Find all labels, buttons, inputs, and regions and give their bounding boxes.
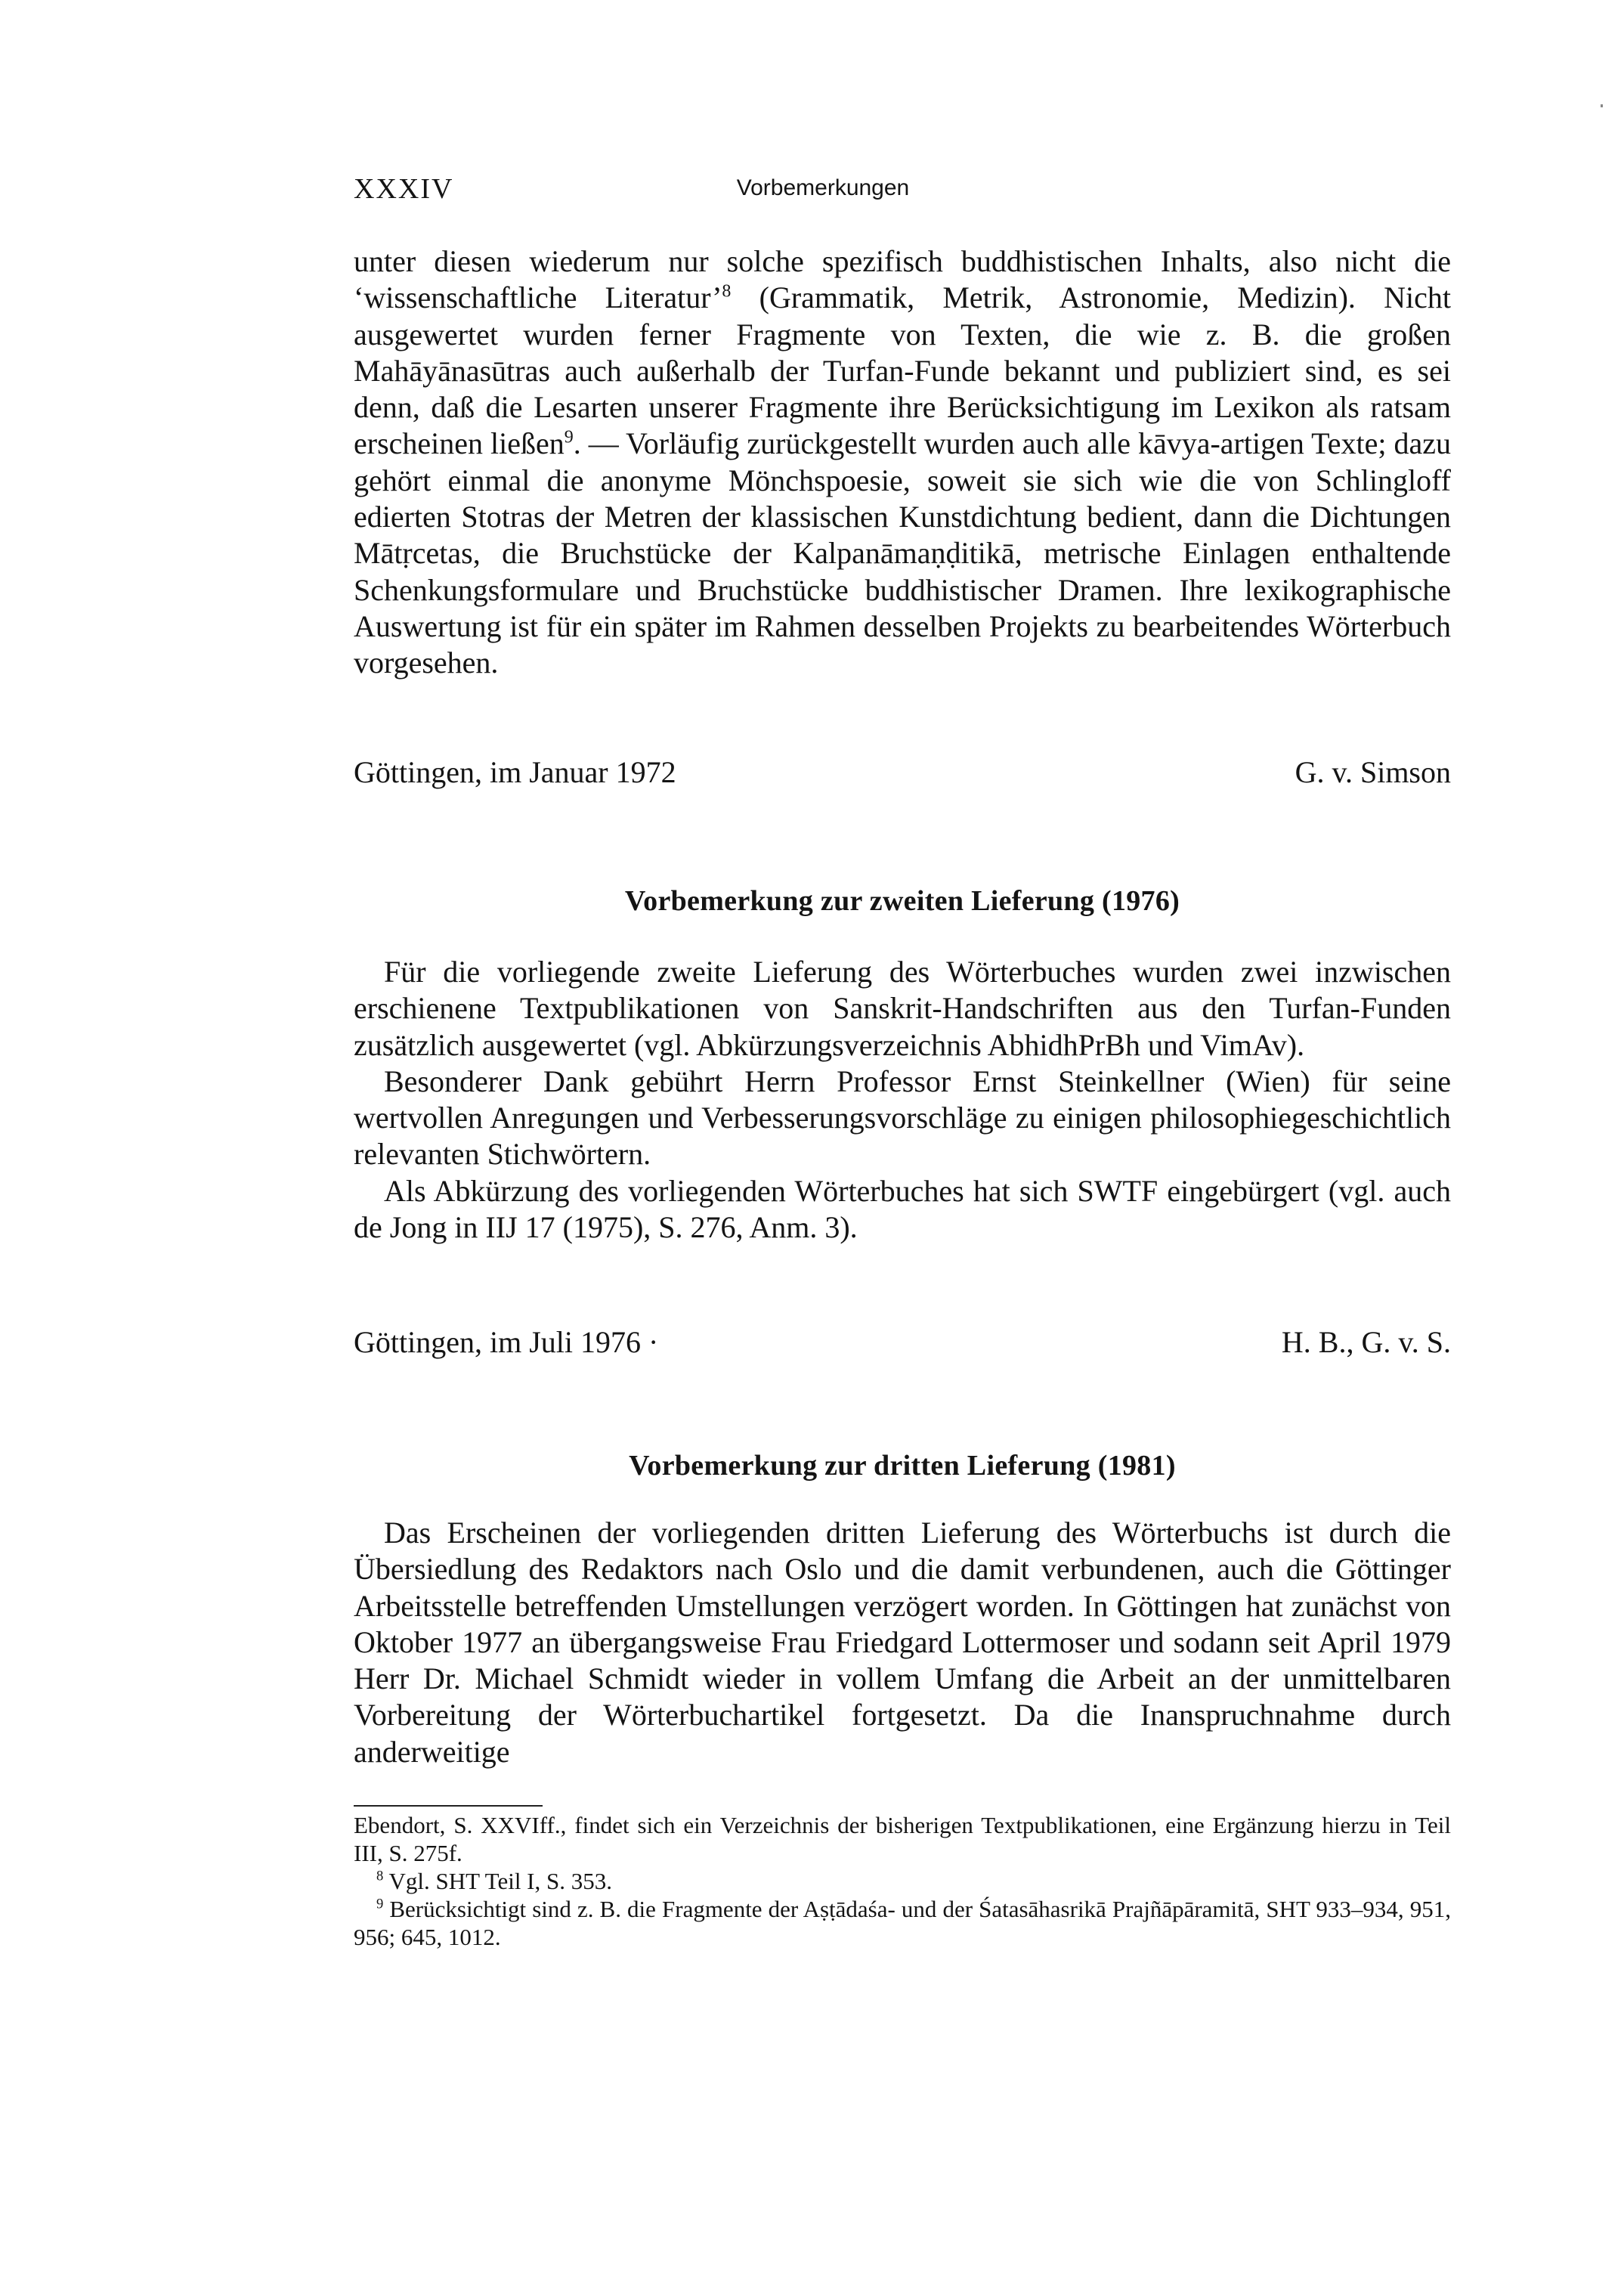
section-heading-1981: Vorbemerkung zur dritten Lieferung (1981) [629, 1450, 1176, 1482]
signature-names: H. B., G. v. S. [1281, 1325, 1451, 1359]
section-heading-1976: Vorbemerkung zur zweiten Lieferung (1976) [624, 885, 1180, 917]
footnote-text: Vgl. SHT Teil I, S. 353. [383, 1868, 613, 1894]
footnote-ref-8: 8 [722, 281, 732, 302]
footnote-ref-9: 9 [564, 428, 574, 448]
footnote-text: Berücksichtigt sind z. B. die Fragmente der Aṣṭādaśa- und der Śatasāhasrikā Prajñāpāramitā, SHT 933–934, 951, 956; 645, 1012. [354, 1896, 1451, 1950]
footnote-continued: Ebendort, S. XXVIff., findet sich ein Verzeichnis der bisherigen Textpublikationen, eine Ergänzung hierzu in Teil III, S. 275f. [354, 1812, 1451, 1866]
running-title: Vorbemerkungen [736, 175, 910, 200]
scan-speck [1601, 104, 1603, 107]
footnote-8 [354, 1867, 1451, 1895]
footnote-mark: 9 [376, 1896, 384, 1912]
paragraph: Das Erscheinen der vorliegenden dritten Lieferung des Wörterbuchs ist durch die Übersiedlung des Redaktors nach Oslo und die damit verbundenen, auch die Göttinger Arbeitsstelle betreffenden Umstellungen verzögert worden. In Göttingen hat zunächst von Oktober 1977 an übergangsweise Frau Friedgard Lottermoser und sodann seit April 1979 Herr Dr. Michael Schmidt wieder in vollem Umfang die Arbeit an der unmittelbaren Vorbereitung der Wörterbuchartikel fortgesetzt. Da die Inanspruchnahme durch anderweitige [354, 1516, 1451, 1769]
section-1981-body [354, 1515, 1451, 1770]
section-1976-body [354, 954, 1451, 1246]
footnote-rule [354, 1805, 543, 1807]
paragraph: Besonderer Dank gebührt Herrn Professor Ernst Steinkellner (Wien) für seine wertvollen Anregungen und Verbesserungsvorschläge zu einigen philosophiegeschichtlich relevanten Stichwörtern. [354, 1064, 1451, 1172]
footnote-mark: 8 [376, 1868, 384, 1884]
signature-place-date: Göttingen, im Juli 1976 · [354, 1325, 659, 1359]
text-segment: (Grammatik, Metrik, Astronomie, Medizin). Nicht ausgewertet wurden ferner Fragmente von Texten, die wie z. B. die großen Mahāyānasūtras auch außerhalb der Turfan-Funde bekannt und publiziert sind, es sei denn, daß die Lesarten unserer Fragmente ihre Berücksichtigung im Lexikon als ratsam erscheinen ließen [354, 280, 1451, 461]
page-number: XXXIV [354, 173, 454, 205]
paragraph: Als Abkürzung des vorliegenden Wörterbuches hat sich SWTF eingebürgert (vgl. auch de Jong in IIJ 17 (1975), S. 276, Anm. 3). [354, 1173, 1451, 1245]
continuation-paragraph [354, 243, 1451, 682]
paragraph: Für die vorliegende zweite Lieferung des Wörterbuches wurden zwei inzwischen erschienene Textpublikationen von Sanskrit-Handschriften aus den Turfan-Funden zusätzlich ausgewertet (vgl. Abkürzungsverzeichnis AbhidhPrBh und VimAv). [354, 955, 1451, 1062]
signature-1972 [354, 754, 1451, 792]
continuation-text [354, 243, 1451, 682]
footnote-9 [354, 1895, 1451, 1951]
text-segment: . — Vorläufig zurückgestellt wurden auch alle kāvya-artigen Texte; dazu gehört einmal die anonyme Mönchspoesie, soweit sie sich wie die von Schlingloff edierten Stotras der Metren der klassischen Kunstdichtung bedient, dann die Dichtungen Mātṛcetas, die Bruchstücke der Kalpanāmaṇḍitikā, metrische Einlagen enthaltende Schenkungsformulare und Bruchstücke buddhistischer Dramen. Ihre lexikographische Auswertung ist für ein später im Rahmen desselben Projekts zu bearbeitendes Wörterbuch vorgesehen. [354, 426, 1452, 680]
footnotes [354, 1811, 1451, 1951]
signature-place-date: Göttingen, im Januar 1972 [354, 755, 676, 789]
signature-1976 [354, 1324, 1451, 1362]
text-segment: unter diesen wiederum nur solche spezifisch buddhistischen Inhalts, also nicht die ‘wissenschaftliche Literatur’ [354, 244, 1451, 315]
signature-names: G. v. Simson [1295, 755, 1451, 789]
running-head [354, 172, 1451, 209]
